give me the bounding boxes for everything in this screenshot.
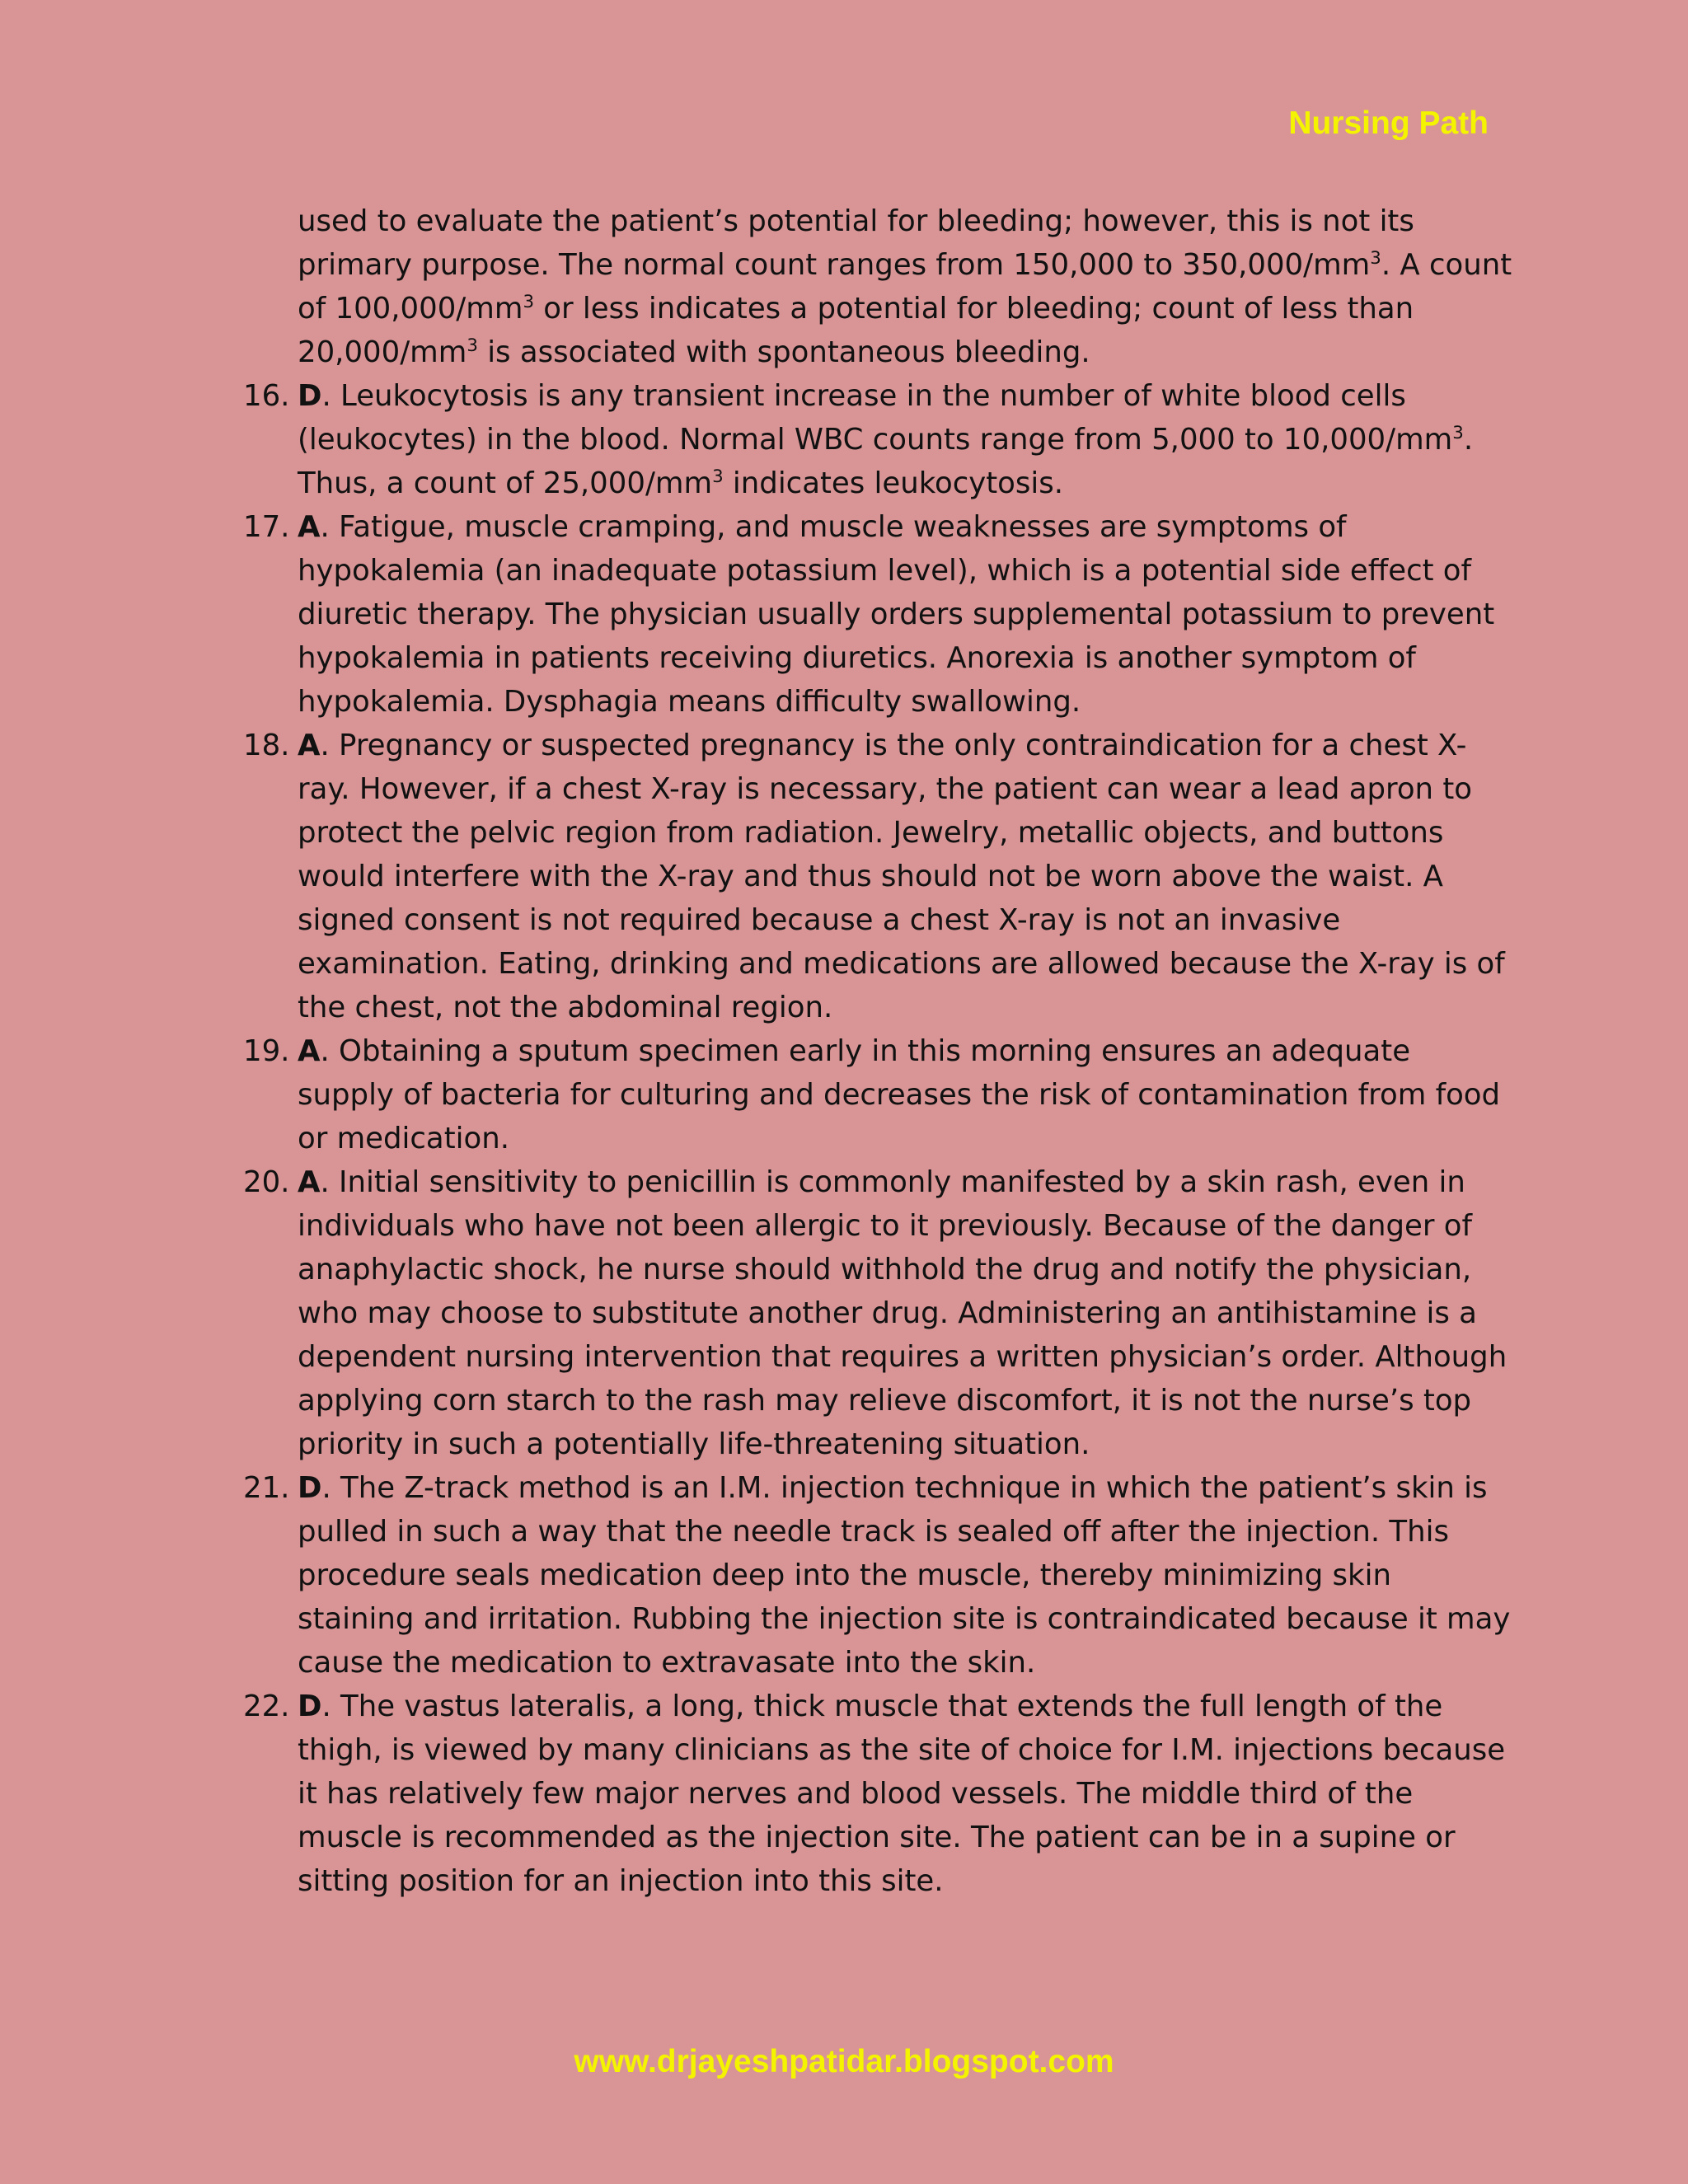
superscript: 3 <box>467 335 478 357</box>
rationale-text: . Thus, a count of 25,000/mm <box>298 423 1474 500</box>
rationale-text: . The vastus lateralis, a long, thick muscle that extends the full length of the thigh, is viewed by many clinicians as the site of choice for I.M. injections because it has relatively few major nerves and blood vessels. The middle third of the muscle is recommended as the injection site. The patient can be in a supine or sitting position for an injection into this site. <box>298 1690 1506 1898</box>
answer-letter: A <box>298 729 321 762</box>
rationale-text: . Fatigue, muscle cramping, and muscle weaknesses are symptoms of hypokalemia (an inadequate potassium level), which is a potential side effect of diuretic therapy. The physician usually orders supplemental potassium to prevent hypokalemia in patients receiving diuretics. Anorexia is another symptom of hypokalemia. Dysphagia means difficulty swallowing. <box>298 510 1495 719</box>
answer-letter: D <box>298 1690 322 1723</box>
answer-item-16 <box>243 374 1512 505</box>
continued-rationale-paragraph <box>298 199 1512 374</box>
answer-item-17 <box>243 505 1512 724</box>
answer-item-18 <box>243 724 1512 1029</box>
answer-letter: D <box>298 1471 322 1505</box>
rationale-text: . The Z-track method is an I.M. injection technique in which the patient’s skin is pulled in such a way that the needle track is sealed off after the injection. This procedure seals medication deep into the muscle, thereby minimizing skin staining and irritation. Rubbing the injection site is contraindicated because it may cause the medication to extravasate into the skin. <box>298 1471 1511 1680</box>
answer-number: 18. <box>243 729 290 762</box>
rationale-text: . A count of 100,000/mm <box>298 248 1512 326</box>
rationale-text: or less indicates a potential for bleeding; count of less than 20,000/mm <box>298 292 1414 369</box>
superscript: 3 <box>712 466 724 488</box>
page-header-title: Nursing Path <box>1288 105 1489 141</box>
answer-letter: A <box>298 1034 321 1068</box>
footer-website-url: www.drjayeshpatidar.blogspot.com <box>574 2044 1114 2079</box>
rationale-text: indicates leukocytosis. <box>723 466 1064 500</box>
answer-item-19 <box>243 1029 1512 1160</box>
superscript: 3 <box>1452 423 1464 444</box>
answer-item-21 <box>243 1466 1512 1685</box>
answer-number: 22. <box>243 1690 290 1723</box>
answer-letter: D <box>298 379 322 413</box>
superscript: 3 <box>1370 248 1381 269</box>
rationale-text: . Leukocytosis is any transient increase in the number of white blood cells (leukocytes) in the blood. Normal WBC counts range from 5,000 to 10,000/mm <box>298 379 1453 457</box>
answer-number: 19. <box>243 1034 290 1068</box>
answer-item-22 <box>243 1685 1512 1903</box>
superscript: 3 <box>523 292 534 313</box>
rationale-text: is associated with spontaneous bleeding. <box>477 335 1090 369</box>
answer-rationales <box>243 199 1512 1903</box>
rationale-text: . Obtaining a sputum specimen early in this morning ensures an adequate supply of bacteria for culturing and decreases the risk of contamination from food or medication. <box>298 1034 1501 1155</box>
answer-number: 16. <box>243 379 290 413</box>
rationale-text: used to evaluate the patient’s potential for bleeding; however, this is not its primary purpose. The normal count ranges from 150,000 to 350,000/mm <box>298 204 1414 282</box>
rationale-text: . Initial sensitivity to penicillin is commonly manifested by a skin rash, even in individuals who have not been allergic to it previously. Because of the danger of anaphylactic shock, he nurse should withhold the drug and notify the physician, who may choose to substitute another drug. Administering an antihistamine is a dependent nursing intervention that requires a written physician’s order. Although applying corn starch to the rash may relieve discomfort, it is not the nurse’s top priority in such a potentially life-threatening situation. <box>298 1165 1507 1461</box>
answer-number: 17. <box>243 510 290 544</box>
answer-number: 21. <box>243 1471 290 1505</box>
answer-letter: A <box>298 510 321 544</box>
answer-item-20 <box>243 1160 1512 1466</box>
rationale-text: . Pregnancy or suspected pregnancy is the only contraindication for a chest X-ray. However, if a chest X-ray is necessary, the patient can wear a lead apron to protect the pelvic region from radiation. Jewelry, metallic objects, and buttons would interfere with the X-ray and thus should not be worn above the waist. A signed consent is not required because a chest X-ray is not an invasive examination. Eating, drinking and medications are allowed because the X-ray is of the chest, not the abdominal region. <box>298 729 1505 1024</box>
answer-number: 20. <box>243 1165 290 1199</box>
answer-letter: A <box>298 1165 321 1199</box>
